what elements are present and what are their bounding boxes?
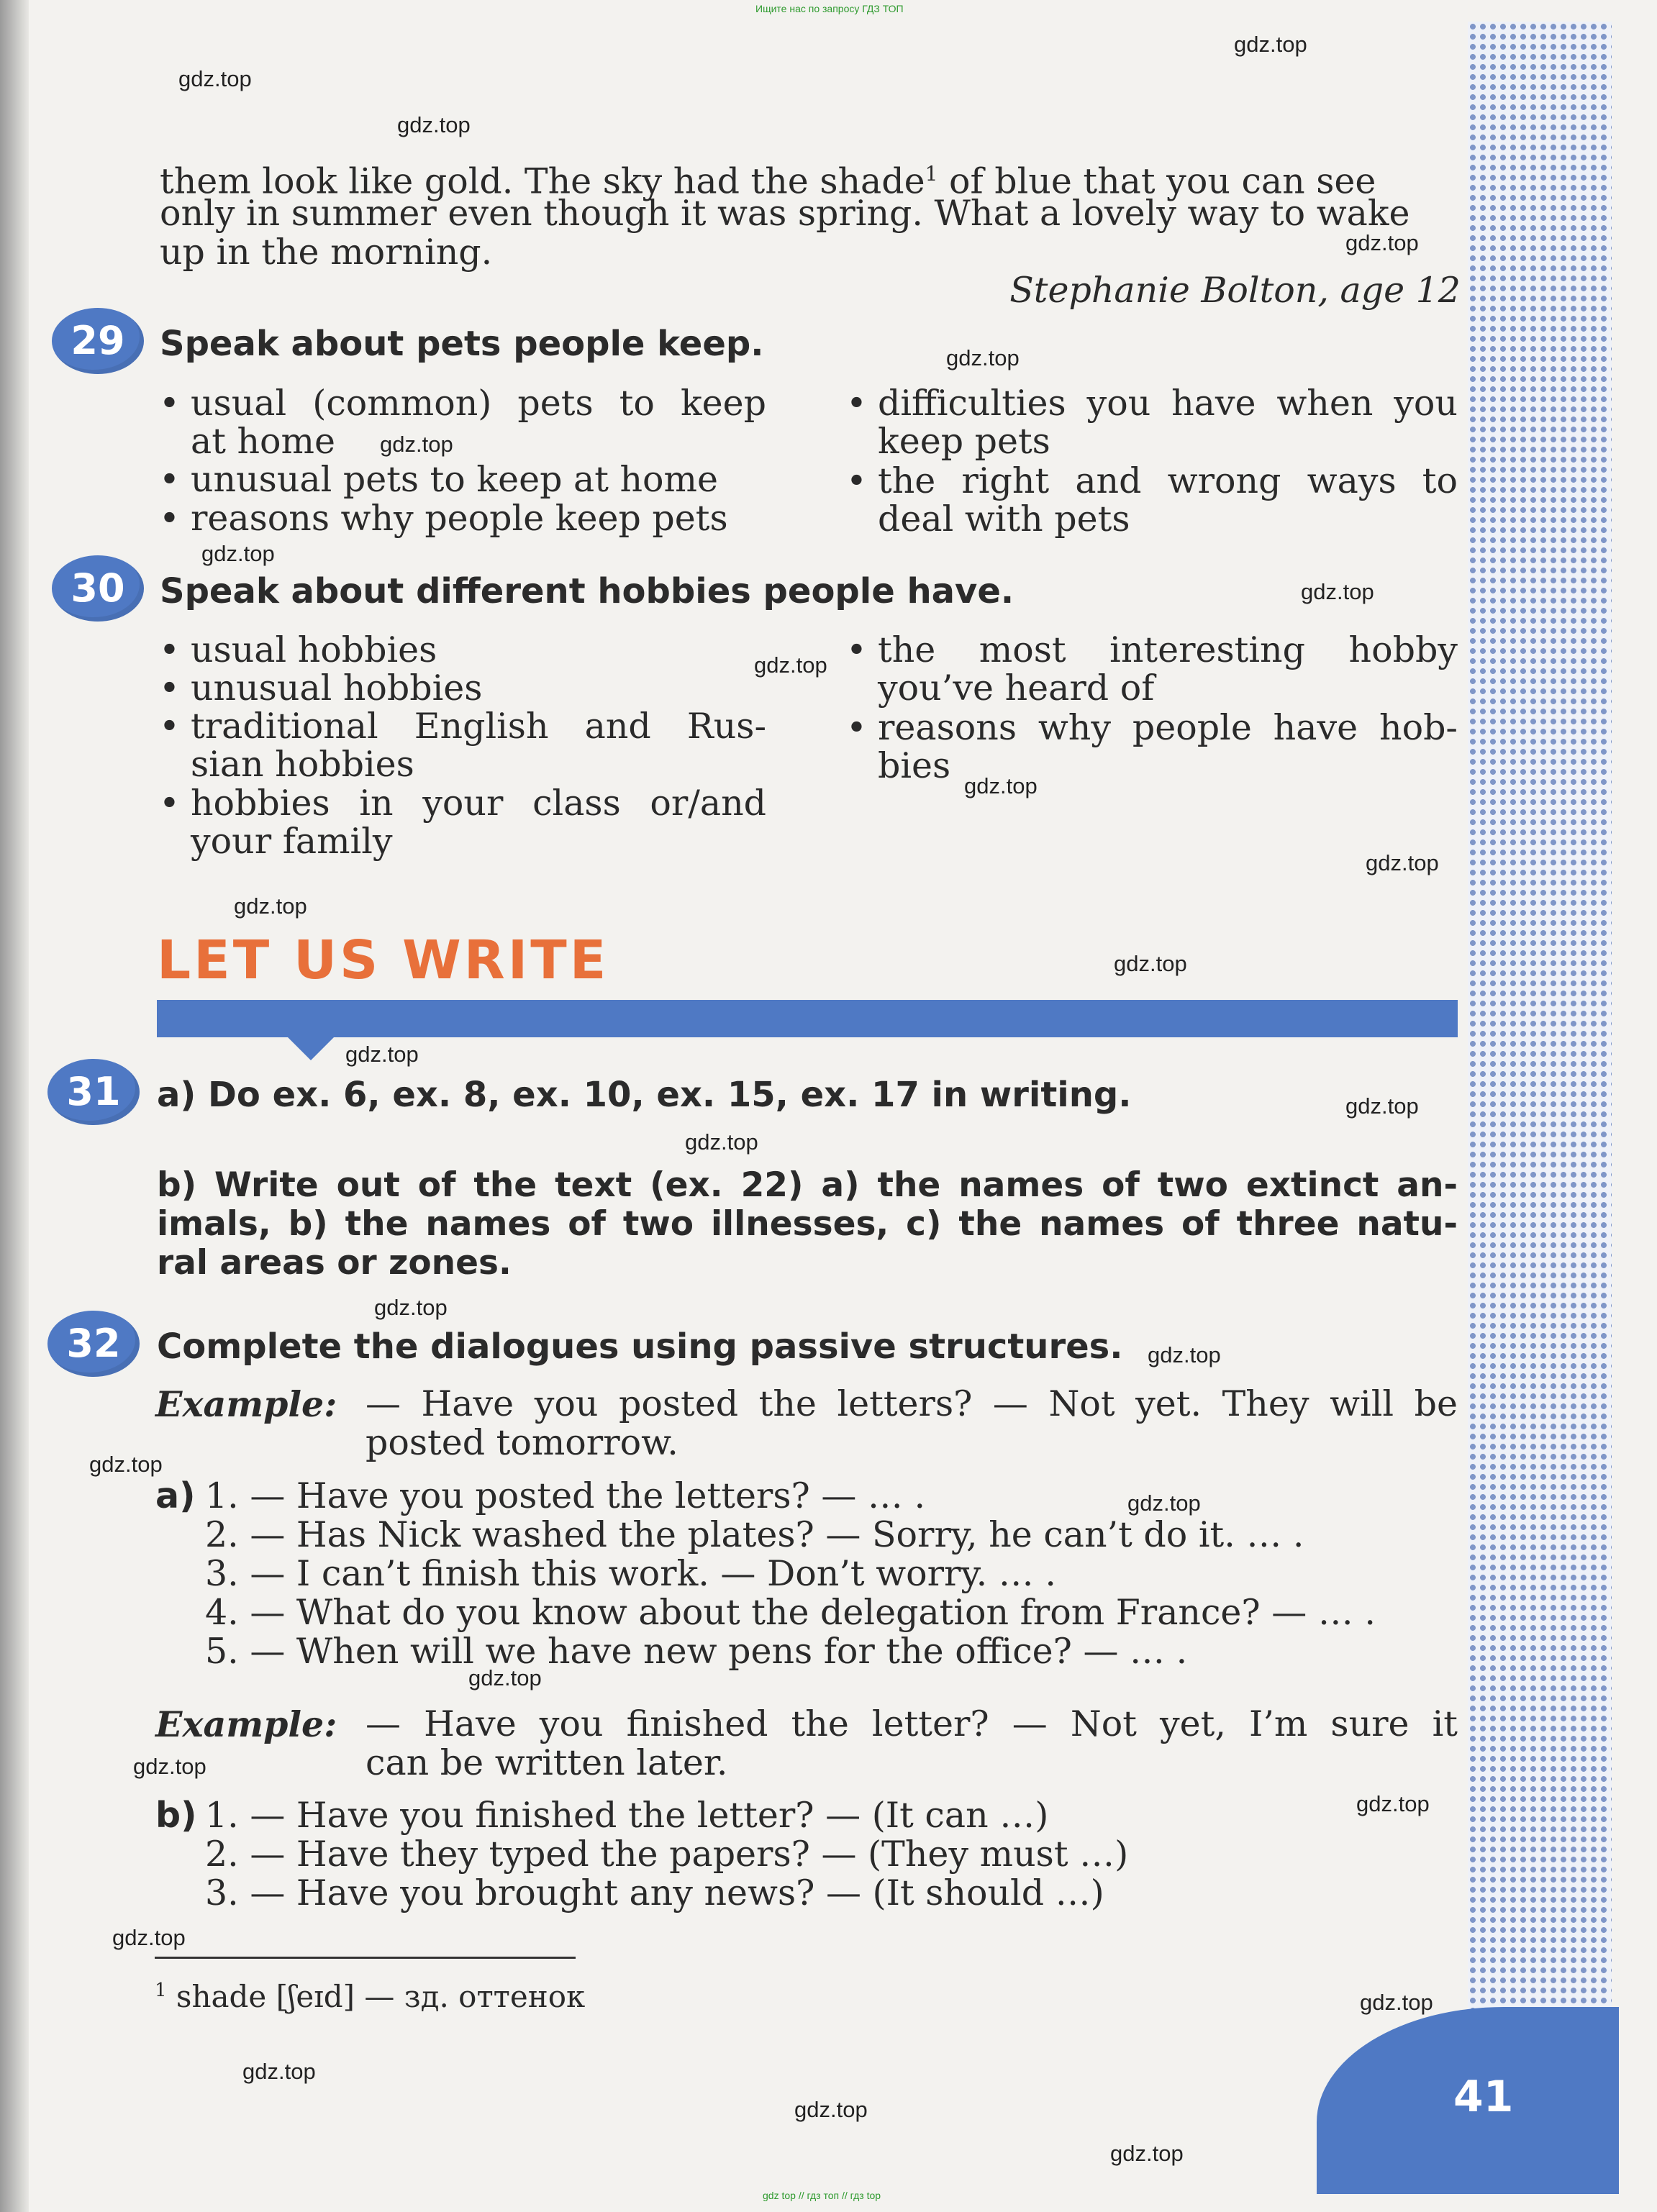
watermark: gdz.top	[946, 345, 1020, 370]
watermark: gdz.top	[178, 66, 252, 91]
ex29-left-item-1: • usual (common) pets to keep at home	[159, 383, 766, 462]
watermark: gdz.top	[374, 1295, 448, 1320]
exercise-number-31: 31	[47, 1059, 140, 1125]
intro-line-2: only in summer even though it was spring. What a lovely way to wake	[160, 193, 1410, 234]
watermark: gdz.top	[242, 2059, 316, 2084]
exercise-31-part-b-line-1: b) Write out of the text (ex. 22) a) the names of two extinct an-	[157, 1165, 1458, 1205]
ex29-left-item-2: • unusual pets to keep at home	[159, 459, 719, 500]
watermark: gdz.top	[1127, 1490, 1201, 1516]
part-b-item-1: 1. — Have you finished the letter? — (It can …)	[205, 1795, 1049, 1836]
part-a-label: a)	[155, 1475, 196, 1516]
example-2-line-2: can be written later.	[366, 1742, 728, 1783]
watermark: gdz.top	[468, 1665, 542, 1690]
watermark: gdz.top	[1301, 579, 1374, 604]
example-1-line-1: — Have you posted the letters? — Not yet. They will be	[366, 1383, 1458, 1424]
dotted-margin-decoration	[1468, 22, 1612, 2172]
exercise-31-part-b-line-2: imals, b) the names of two illnesses, c) the names of three natu-	[157, 1204, 1458, 1244]
intro-line-1: them look like gold. The sky had the shade$^1$ of blue that you can see	[160, 160, 1376, 202]
watermark: gdz.top	[112, 1925, 186, 1950]
watermark: gdz.top	[380, 432, 453, 457]
watermark: gdz.top	[754, 652, 827, 678]
example-2-label: Example:	[155, 1703, 337, 1745]
part-a-item-4: 4. — What do you know about the delegation from France? — … .	[205, 1592, 1376, 1633]
section-title-let-us-write: LET US WRITE	[157, 929, 609, 991]
exercise-31-part-b-line-3: ral areas or zones.	[157, 1243, 512, 1283]
part-b-item-2: 2. — Have they typed the papers? — (They must …)	[205, 1834, 1129, 1875]
exercise-30-heading: Speak about different hobbies people have.	[160, 571, 1014, 611]
watermark: gdz.top	[397, 112, 471, 137]
watermark: gdz.top	[1360, 1990, 1433, 2015]
part-b-item-3: 3. — Have you brought any news? — (It should …)	[205, 1872, 1104, 1913]
ex29-right-item-2: • the right and wrong ways to deal with pets	[846, 460, 1458, 540]
binding-shadow	[0, 0, 29, 2212]
watermark: gdz.top	[1345, 230, 1419, 255]
watermark: gdz.top	[964, 773, 1038, 798]
watermark: gdz.top	[1234, 32, 1307, 57]
section-title-underline-bar	[157, 1000, 1458, 1037]
intro-line-3: up in the morning.	[160, 232, 493, 273]
part-a-item-3: 3. — I can’t finish this work. — Don’t worry. … .	[205, 1553, 1056, 1594]
exercise-29-heading: Speak about pets people keep.	[160, 324, 764, 364]
example-1-label: Example:	[155, 1383, 337, 1425]
example-1-line-2: posted tomorrow.	[366, 1422, 678, 1463]
part-a-item-5: 5. — When will we have new pens for the office? — … .	[205, 1631, 1188, 1672]
watermark: gdz.top	[1114, 951, 1187, 976]
ex30-left-item-3: • traditional English and Rus- sian hobbies	[159, 706, 766, 785]
ex30-right-item-2: • reasons why people have hob- bies	[846, 707, 1458, 786]
watermark: gdz.top	[1356, 1791, 1430, 1816]
exercise-32-heading: Complete the dialogues using passive structures.	[157, 1326, 1123, 1367]
watermark: gdz.top	[89, 1452, 163, 1477]
ex30-left-item-1: • usual hobbies	[159, 629, 437, 670]
watermark: gdz.top	[345, 1042, 419, 1067]
exercise-number-30: 30	[52, 555, 144, 622]
ex30-left-item-4: • hobbies in your class or/and your family	[159, 783, 766, 862]
ex29-left-item-3: • reasons why people keep pets	[159, 498, 728, 539]
section-title-pointer	[286, 1036, 335, 1060]
part-b-label: b)	[155, 1795, 197, 1836]
part-a-item-1: 1. — Have you posted the letters? — … .	[205, 1475, 926, 1516]
watermark: gdz.top	[201, 541, 275, 566]
exercise-number-32: 32	[47, 1311, 140, 1377]
bottom-note: gdz top // гдз топ // гдз top	[763, 2190, 881, 2201]
watermark: gdz.top	[133, 1754, 206, 1779]
watermark: gdz.top	[234, 893, 307, 919]
watermark: gdz.top	[685, 1129, 758, 1155]
exercise-number-29: 29	[52, 308, 144, 374]
ex29-right-item-1: • difficulties you have when you keep pets	[846, 383, 1458, 462]
watermark: gdz.top	[1110, 2141, 1184, 2166]
author-signature: Stephanie Bolton, age 12	[1009, 270, 1461, 311]
footnote: $^1$ shade [ʃeɪd] — зд. оттенок	[155, 1979, 586, 2014]
footnote-divider	[155, 1957, 576, 1959]
watermark: gdz.top	[794, 2097, 868, 2122]
ex30-left-item-2: • unusual hobbies	[159, 668, 483, 709]
top-note: Ищите нас по запросу ГДЗ ТОП	[755, 3, 904, 14]
example-2-line-1: — Have you finished the letter? — Not yet, I’m sure it	[366, 1703, 1458, 1744]
part-a-item-2: 2. — Has Nick washed the plates? — Sorry, he can’t do it. … .	[205, 1514, 1304, 1555]
watermark: gdz.top	[1366, 850, 1439, 875]
exercise-31-part-a: a) Do ex. 6, ex. 8, ex. 10, ex. 15, ex. 17 in writing.	[157, 1075, 1132, 1115]
page-number: 41	[1453, 2072, 1514, 2122]
watermark: gdz.top	[1345, 1093, 1419, 1119]
ex30-right-item-1: • the most interesting hobby you’ve heard of	[846, 629, 1458, 709]
watermark: gdz.top	[1148, 1342, 1221, 1367]
